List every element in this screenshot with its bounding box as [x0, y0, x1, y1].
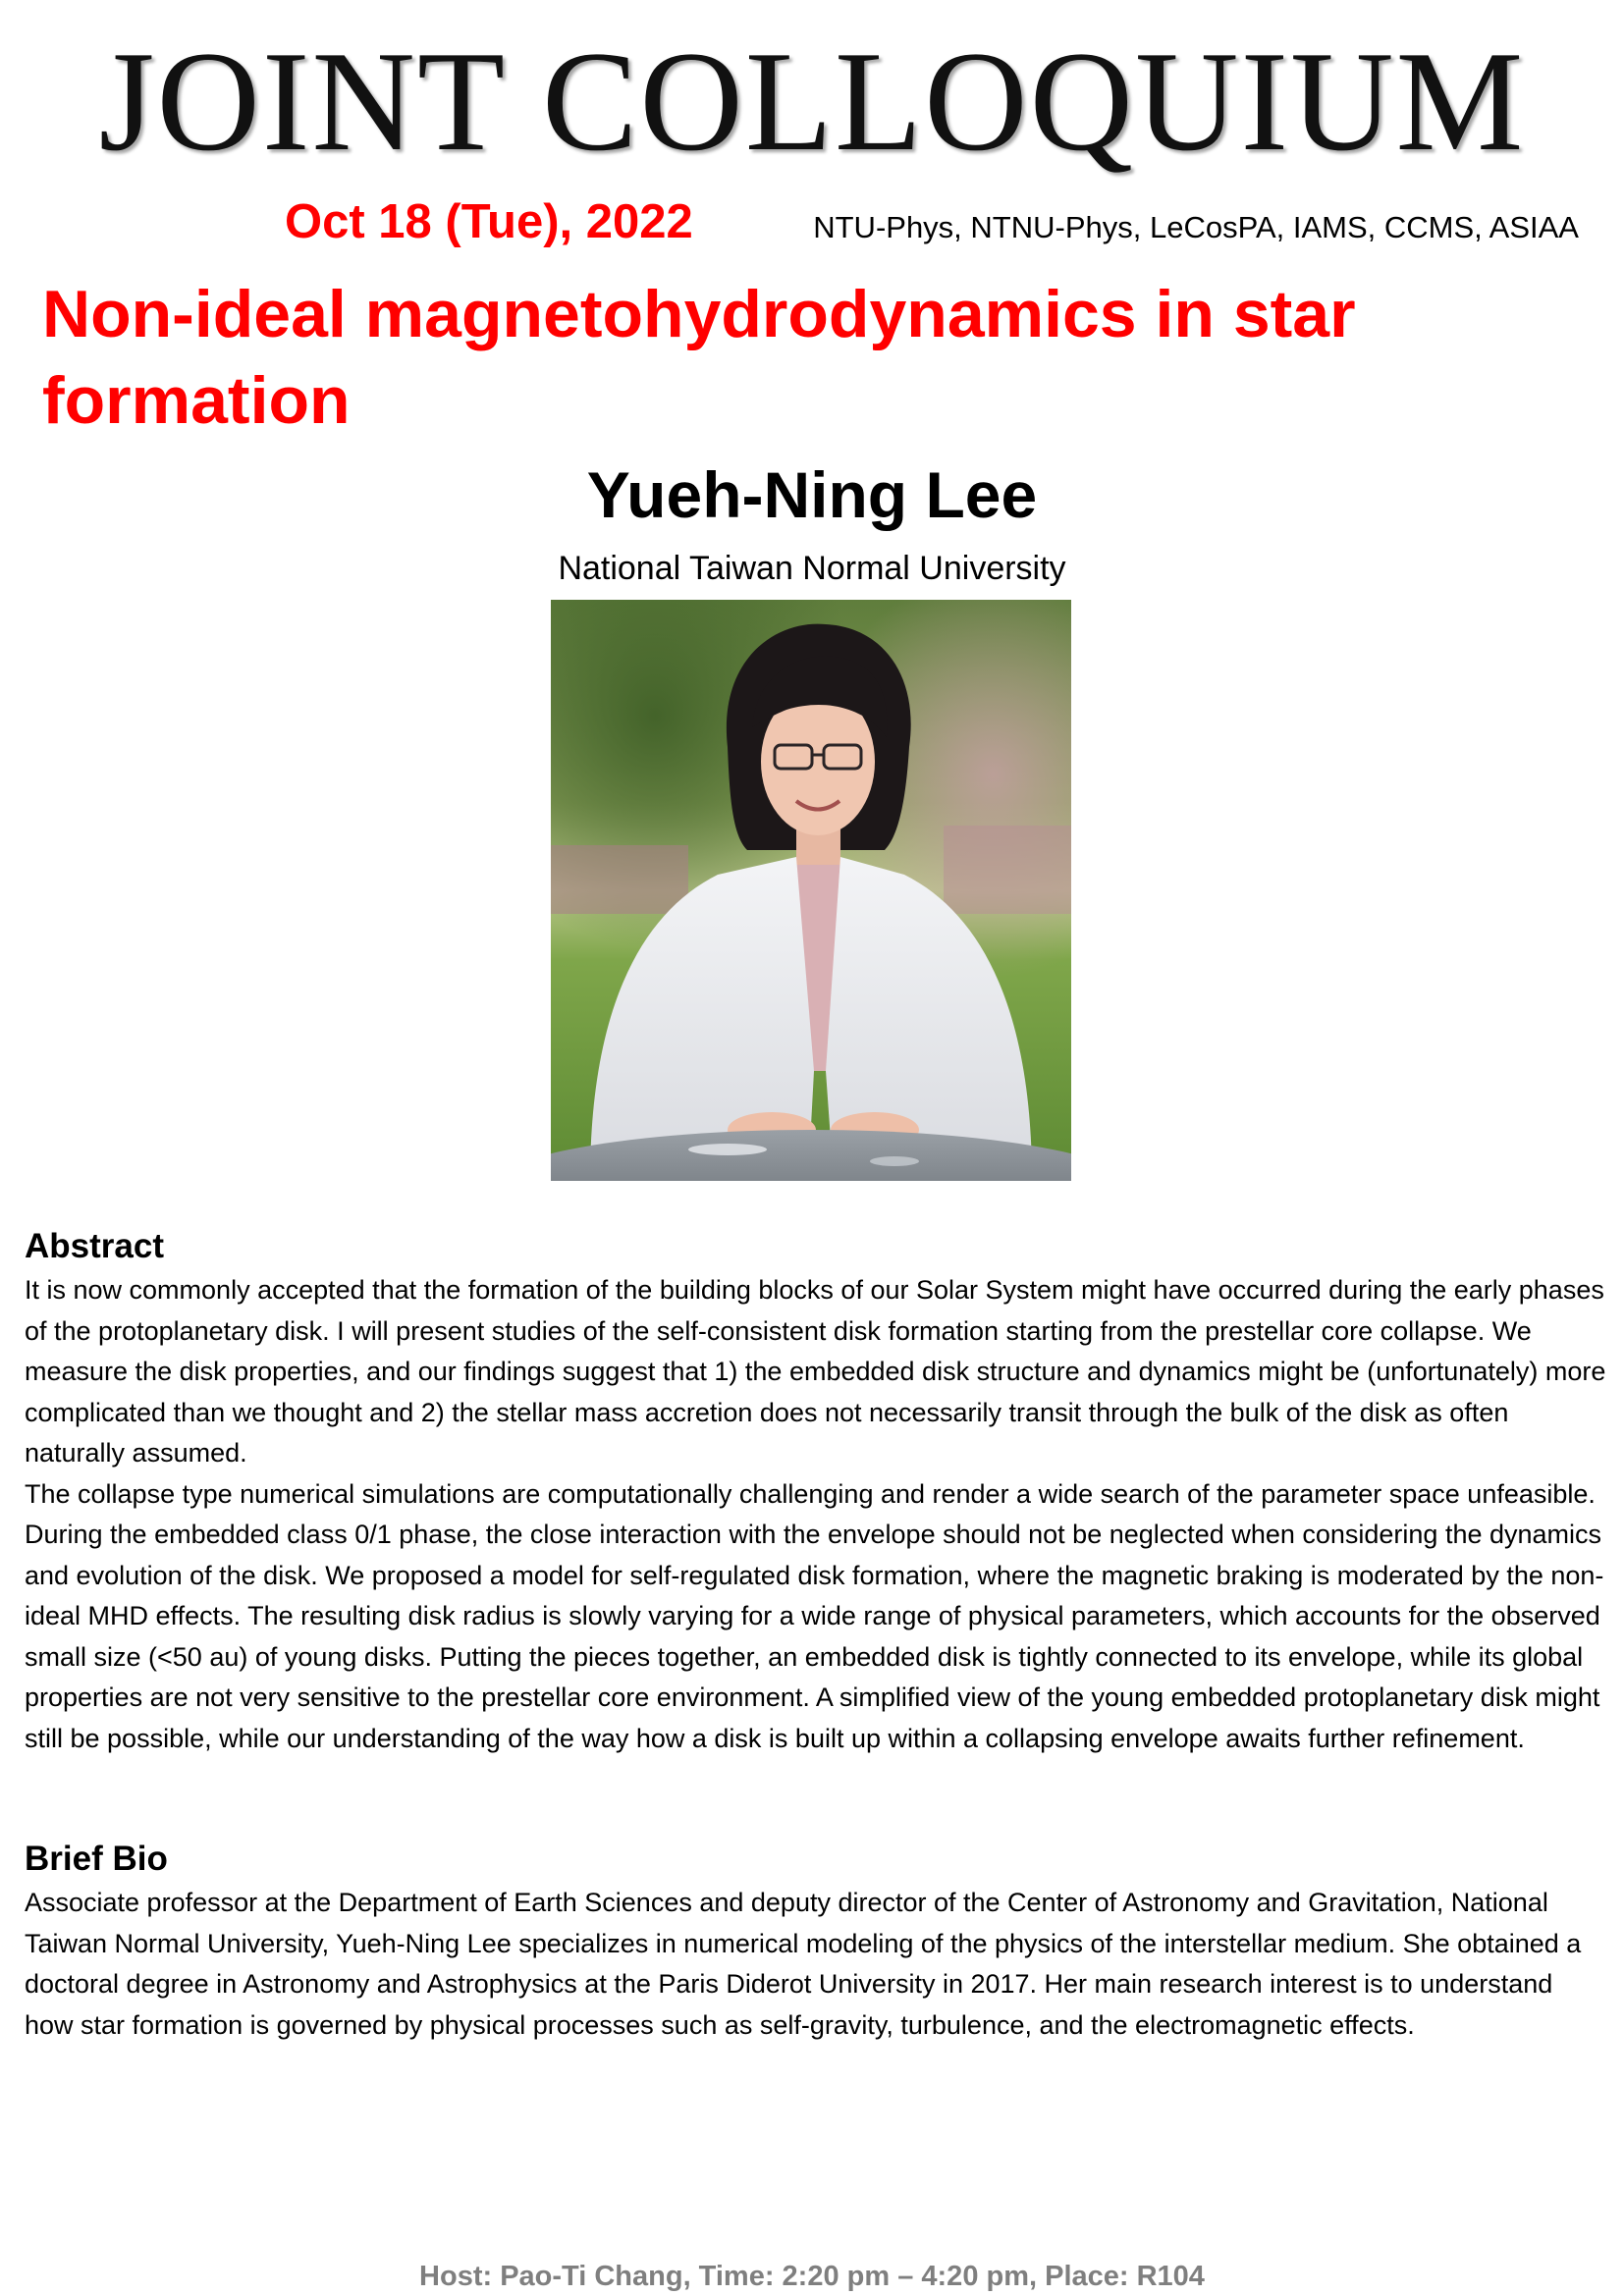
speaker-name: Yueh-Ning Lee [586, 458, 1038, 531]
event-date: Oct 18 (Tue), 2022 [285, 195, 693, 248]
abstract-paragraph: It is now commonly accepted that the formation of the building blocks of our Solar System might have occurred during the early phases of the protoplanetary disk. I will present studies of the self-consistent disk formation starting from the prestellar core collapse. We measure the disk properties, and our findings suggest that 1) the embedded disk structure and dynamics might be (unfortunately) more complicated than we thought and 2) the stellar mass accretion does not necessarily transit through the bulk of the disk as often naturally assumed. [25, 1275, 1606, 1468]
organizers: NTU-Phys, NTNU-Phys, LeCosPA, IAMS, CCMS, ASIAA [813, 210, 1579, 244]
footer-host-time-place: Host: Pao-Ti Chang, Time: 2:20 pm – 4:20 pm, Place: R104 [419, 2261, 1205, 2292]
speaker-photo [551, 600, 1071, 1181]
bio-heading: Brief Bio [25, 1840, 168, 1878]
abstract-body [25, 1270, 1607, 1759]
speaker-affiliation: National Taiwan Normal University [558, 550, 1066, 587]
bio-paragraph: Associate professor at the Department of Earth Sciences and deputy director of the Center of Astronomy and Gravitation, National Taiwan Normal University, Yueh-Ning Lee specializes in numerical modeling of the physics of the interstellar medium. She obtained a doctoral degree in Astronomy and Astrophysics at the Paris Diderot University in 2017. Her main research interest is to understand how star formation is governed by physical processes such as self-gravity, turbulence, and the electromagnetic effects. [25, 1888, 1582, 2040]
banner-title: JOINT COLLOQUIUM [98, 22, 1526, 181]
abstract-paragraph: The collapse type numerical simulations are computationally challenging and render a wide search of the parameter space unfeasible. During the embedded class 0/1 phase, the close interaction with the envelope should not be neglected when considering the dynamics and evolution of the disk. We proposed a model for self-regulated disk formation, where the magnetic braking is moderated by the non-ideal MHD effects. The resulting disk radius is slowly varying for a wide range of physical parameters, which accounts for the observed small size (<50 au) of young disks. Putting the pieces together, an embedded disk is tightly connected to its envelope, while its global properties are not very sensitive to the prestellar core environment. A simplified view of the young embedded protoplanetary disk might still be possible, while our understanding of the way how a disk is built up within a collapsing envelope awaits further refinement. [25, 1478, 1604, 1753]
bio-body [25, 1883, 1607, 2046]
abstract-heading: Abstract [25, 1227, 164, 1265]
talk-title: Non-ideal magnetohydrodynamics in star formation [42, 277, 1356, 438]
